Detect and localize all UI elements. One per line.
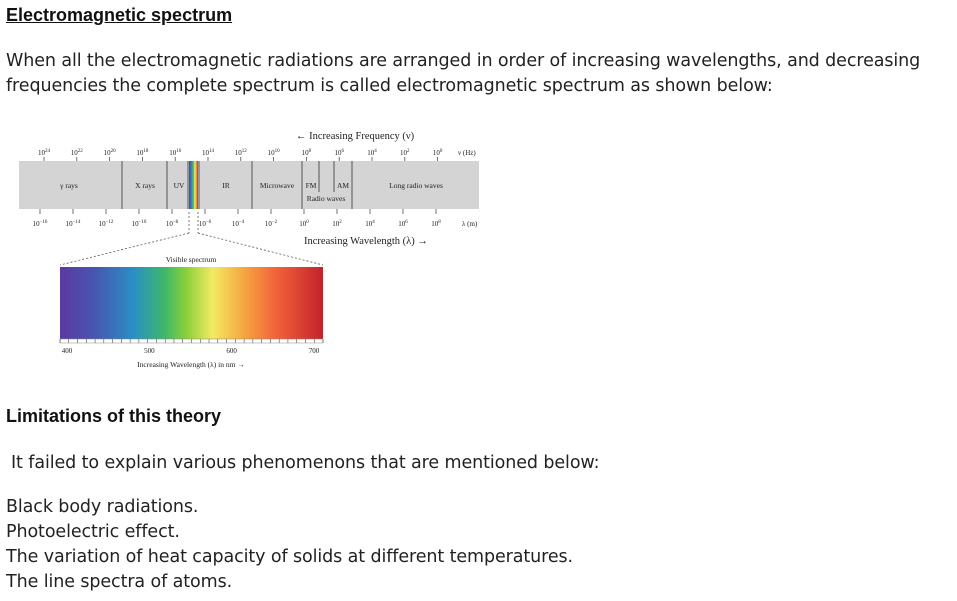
list-item: The line spectra of atoms. <box>6 572 233 592</box>
frequency-tick-label: $10^{24}$ <box>38 149 50 157</box>
wavelength-tick-label: $10^{-4}$ <box>231 220 245 228</box>
frequency-tick-label: $10^2$ <box>400 149 410 157</box>
failed-paragraph: It failed to explain various phenomenons that are mentioned below: <box>11 453 600 473</box>
visible-axis-title: Increasing Wavelength (λ) in nm → <box>137 360 245 369</box>
wavelength-tick-label: $10^{-10}$ <box>131 220 147 228</box>
wavelength-tick-label: $10^0$ <box>299 220 309 228</box>
frequency-unit-label: ν (Hz) <box>458 149 476 157</box>
long-radio-waves-label: Long radio waves <box>389 181 443 190</box>
frequency-axis-title: ← Increasing Frequency (ν) <box>296 131 415 142</box>
frequency-tick-label: $10^{14}$ <box>202 149 214 157</box>
wavelength-tick-label: $10^{-8}$ <box>165 220 179 228</box>
fm-label: FM <box>305 181 317 190</box>
wavelength-tick-label: $10^4$ <box>365 220 375 228</box>
intro-paragraph: When all the electromagnetic radiations are arranged in order of increasing wavelengths, and decreasing frequencies the complete spectrum is called electromagnetic spectrum as shown below: <box>6 51 921 96</box>
visible-band <box>189 161 198 209</box>
wavelength-tick-label: $10^{-2}$ <box>264 220 278 228</box>
frequency-tick-label: $10^{20}$ <box>103 149 116 157</box>
wavelength-tick-label: $10^2$ <box>332 220 342 228</box>
list-item: The variation of heat capacity of solids at different temperatures. <box>6 547 573 567</box>
frequency-tick-label: $10^{10}$ <box>267 149 280 157</box>
visible-spectrum-title: Visible spectrum <box>165 255 217 264</box>
xrays-label: X rays <box>135 181 155 190</box>
list-item: Black body radiations. <box>6 497 199 517</box>
wavelength-unit-label: λ (m) <box>462 220 478 228</box>
gamma-rays-label: γ rays <box>60 181 78 190</box>
frequency-tick-label: $10^4$ <box>367 149 377 157</box>
page-title: Electromagnetic spectrum <box>6 5 233 25</box>
frequency-tick-label: $10^6$ <box>334 149 344 157</box>
em-spectrum-figure <box>0 120 500 376</box>
wavelength-tick-label: $10^{-16}$ <box>32 220 48 228</box>
wavelength-tick-label: $10^{-6}$ <box>198 220 212 228</box>
visible-tick-label: 400 <box>61 347 73 355</box>
limitations-list <box>6 495 573 595</box>
wavelength-axis-title: Increasing Wavelength (λ) → <box>304 236 428 247</box>
frequency-tick-label: $10^{18}$ <box>136 149 149 157</box>
visible-tick-label: 600 <box>226 347 237 355</box>
wavelength-tick-label: $10^8$ <box>431 220 441 228</box>
radio-waves-label: Radio waves <box>306 194 346 203</box>
wavelength-tick-label: $10^{-12}$ <box>98 220 114 228</box>
wavelength-tick-label: $10^6$ <box>398 220 408 228</box>
frequency-tick-label: $10^8$ <box>301 149 312 157</box>
visible-tick-label: 500 <box>144 347 155 355</box>
frequency-tick-label: $10^{22}$ <box>70 149 83 157</box>
wavelength-tick-label: $10^{-14}$ <box>65 220 81 228</box>
visible-tick-label: 700 <box>308 347 320 355</box>
frequency-tick-label: $10^0$ <box>432 149 443 157</box>
microwave-label: Microwave <box>259 181 295 190</box>
ir-label: IR <box>222 181 230 190</box>
frequency-tick-label: $10^{16}$ <box>169 149 182 157</box>
list-item: Photoelectric effect. <box>6 522 180 542</box>
am-label: AM <box>336 181 350 190</box>
frequency-tick-label: $10^{12}$ <box>234 149 247 157</box>
uv-label: UV <box>173 181 185 190</box>
visible-spectrum-gradient <box>60 267 323 339</box>
limitations-heading: Limitations of this theory <box>6 406 222 426</box>
